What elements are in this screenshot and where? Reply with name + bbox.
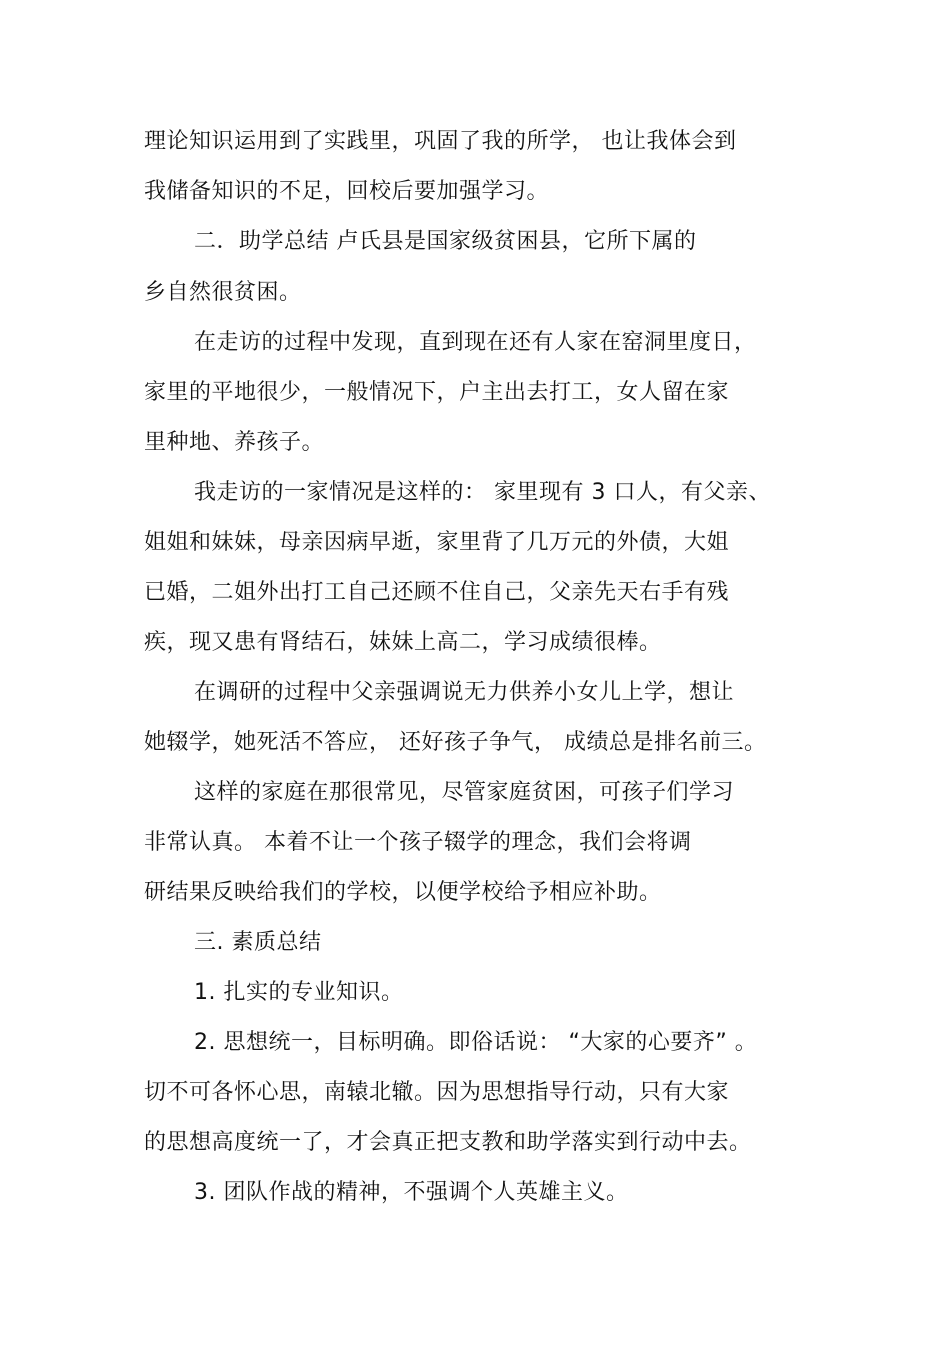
list-item-line: 3. 团队作战的精神，不强调个人英雄主义。 xyxy=(194,1180,629,1205)
text-line: 我储备知识的不足，回校后要加强学习。 xyxy=(144,179,550,204)
text-line: 切不可各怀心思，南辕北辙。因为思想指导行动，只有大家 xyxy=(144,1080,730,1105)
text-line: 乡自然很贫困。 xyxy=(144,280,302,305)
text-line: 非常认真。 本着不让一个孩子辍学的理念，我们会将调 xyxy=(144,830,692,855)
text-line: 理论知识运用到了实践里，巩固了我的所学， 也让我体会到 xyxy=(144,129,737,154)
text-line: 家里的平地很少，一般情况下，户主出去打工，女人留在家 xyxy=(144,380,730,405)
list-item-line: 1. 扎实的专业知识。 xyxy=(194,980,404,1005)
text-line: 这样的家庭在那很常见，尽管家庭贫困，可孩子们学习 xyxy=(194,780,735,805)
text-line: 她辍学，她死活不答应， 还好孩子争气， 成绩总是排名前三。 xyxy=(144,730,767,755)
text-line: 在走访的过程中发现，直到现在还有人家在窑洞里度日， xyxy=(194,330,757,355)
text-line: 在调研的过程中父亲强调说无力供养小女儿上学，想让 xyxy=(194,680,735,705)
text-line: 我走访的一家情况是这样的： 家里现有 3 口人，有父亲、 xyxy=(194,480,771,505)
section-heading-line: 三. 素质总结 xyxy=(194,930,322,955)
list-item-line: 2. 思想统一，目标明确。即俗话说： “大家的心要齐” 。 xyxy=(194,1030,758,1055)
text-line: 里种地、养孩子。 xyxy=(144,430,325,455)
text-line: 姐姐和妹妹，母亲因病早逝，家里背了几万元的外债，大姐 xyxy=(144,530,730,555)
text-line: 已婚，二姐外出打工自己还顾不住自己，父亲先天右手有残 xyxy=(144,580,730,605)
text-line: 的思想高度统一了，才会真正把支教和助学落实到行动中去。 xyxy=(144,1130,752,1155)
section-heading-line: 二．助学总结 卢氏县是国家级贫困县，它所下属的 xyxy=(194,229,697,254)
text-line: 疾，现又患有肾结石，妹妹上高二，学习成绩很棒。 xyxy=(144,630,662,655)
text-line: 研结果反映给我们的学校，以便学校给予相应补助。 xyxy=(144,880,662,905)
